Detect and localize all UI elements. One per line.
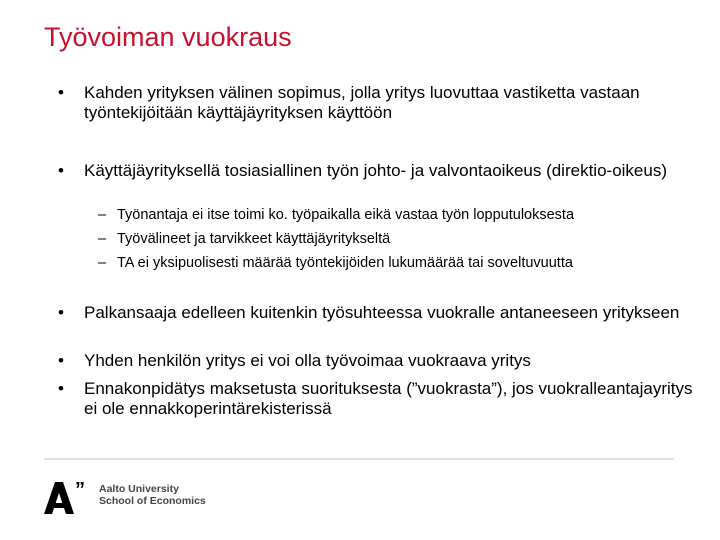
logo-line-1: Aalto University <box>99 483 179 495</box>
bullet-marker: • <box>58 351 64 370</box>
bullet-text: Ennakonpidätys maksetusta suorituksesta (”vuokrasta”), jos vuokralleantajayritys ei ole ennakkoperintärekisterissä <box>84 379 693 418</box>
bullet-marker: • <box>58 83 64 102</box>
bullet-item <box>58 379 698 419</box>
bullet-text: Yhden henkilön yritys ei voi olla työvoimaa vuokraava yritys <box>84 351 531 370</box>
sub-bullet-marker: – <box>98 207 107 223</box>
sub-bullet-text: Työvälineet ja tarvikkeet käyttäjäyritykseltä <box>117 231 391 247</box>
aalto-logo <box>44 480 244 520</box>
aalto-a-logo-icon <box>44 480 90 516</box>
sub-bullet-text: Työnantaja ei itse toimi ko. työpaikalla eikä vastaa työn lopputuloksesta <box>117 207 575 223</box>
bullet-text: Palkansaaja edelleen kuitenkin työsuhteessa vuokralle antaneeseen yritykseen <box>84 303 680 322</box>
bullet-item <box>58 83 698 123</box>
bullet-marker: • <box>58 303 64 322</box>
sub-bullet-marker: – <box>98 255 107 271</box>
sub-bullet-item <box>98 205 698 226</box>
sub-bullet-text: TA ei yksipuolisesti määrää työntekijöiden lukumäärää tai soveltuvuutta <box>117 255 573 271</box>
slide-title: Työvoiman vuokraus <box>44 22 292 52</box>
logo-line-2: School of Economics <box>99 495 206 507</box>
bullet-item <box>58 303 698 323</box>
sub-bullet-item <box>98 229 698 250</box>
sub-bullet-marker: – <box>98 231 107 247</box>
bullet-text: Kahden yrityksen välinen sopimus, jolla yritys luovuttaa vastiketta vastaan työntekijöitään käyttäjäyrityksen käyttöön <box>84 83 640 122</box>
bullet-marker: • <box>58 379 64 398</box>
svg-text:”: ” <box>75 480 85 501</box>
logo-text <box>99 483 206 507</box>
bullet-text: Käyttäjäyrityksellä tosiasiallinen työn johto- ja valvontaoikeus (direktio-oikeus) <box>84 161 667 180</box>
footer-divider <box>44 458 674 460</box>
bullet-marker: • <box>58 161 64 180</box>
bullet-item <box>58 351 698 371</box>
sub-bullet-item <box>98 253 698 274</box>
bullet-item <box>58 161 698 181</box>
